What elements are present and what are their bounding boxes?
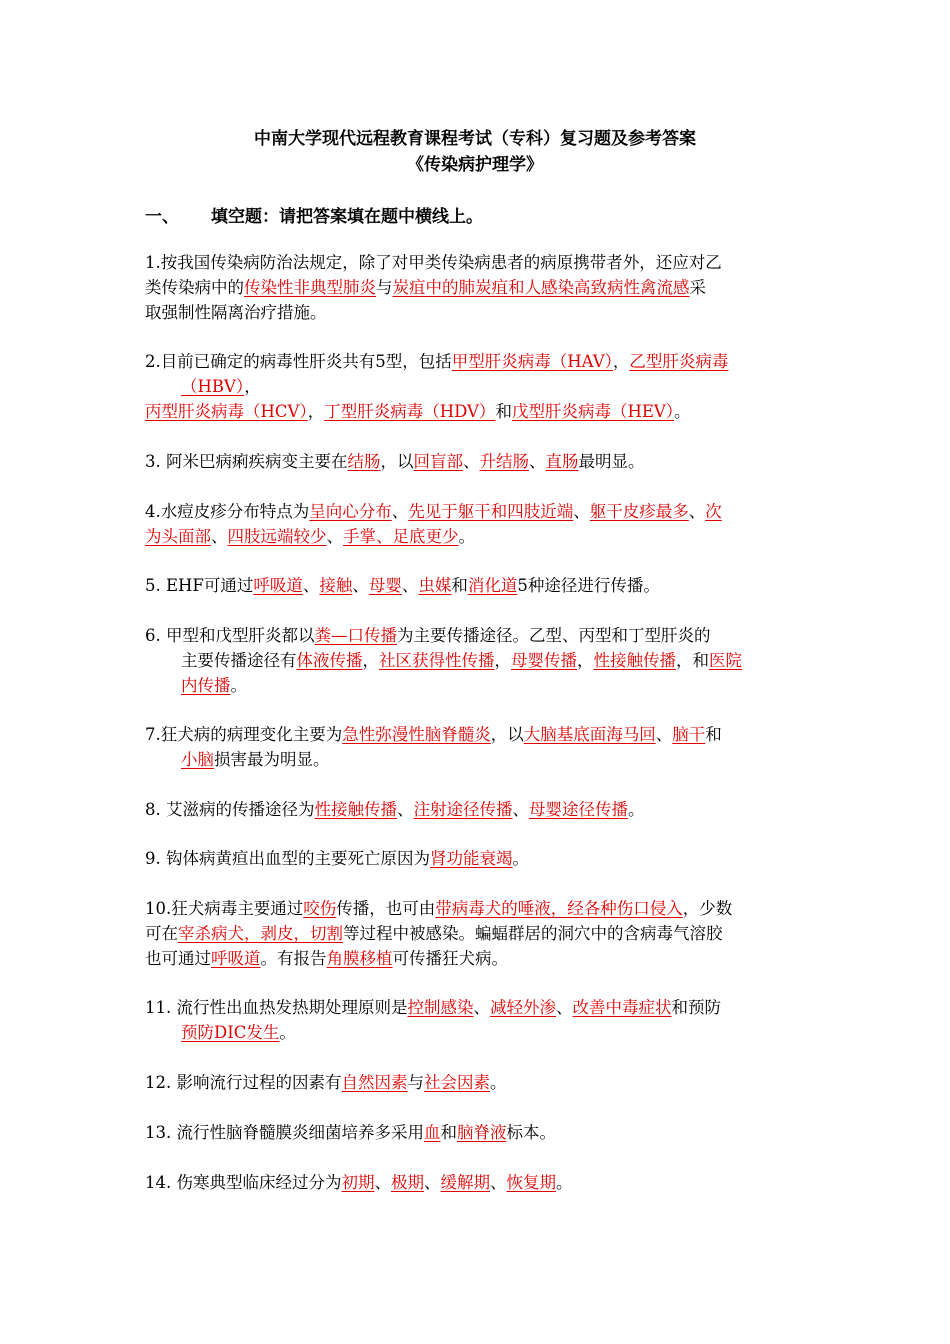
answer-text: 四肢远端较少	[227, 527, 327, 546]
question-line	[145, 300, 810, 325]
question-text: 采	[689, 278, 706, 297]
answer-text: 结肠	[347, 452, 381, 471]
answer-text: 改善中毒症状	[572, 998, 672, 1017]
answer-text: 回盲部	[413, 452, 463, 471]
question-text: ，少数	[682, 899, 733, 918]
question-text: 。有报告	[260, 949, 327, 968]
answer-text: 宰杀病犬，剥皮，切割	[178, 924, 343, 943]
question-text: 、	[655, 725, 673, 744]
question-line	[145, 1020, 810, 1045]
question-text: 、	[556, 998, 573, 1017]
question-item	[145, 349, 810, 424]
question-text: 13. 流行性脑脊髓膜炎细菌培养多采用	[145, 1123, 424, 1142]
answer-text: （HBV）	[181, 377, 245, 396]
answer-text: 自然因素	[341, 1073, 408, 1092]
question-line	[145, 250, 810, 275]
question-text: 、	[374, 1173, 391, 1192]
question-line	[145, 648, 810, 673]
answer-text: 丙型肝炎病毒（HCV）	[145, 402, 308, 421]
question-text: 可在	[145, 924, 178, 943]
answer-text: 呼吸道	[253, 576, 303, 595]
section-number: 一、	[145, 207, 179, 227]
question-text: 、	[529, 452, 546, 471]
answer-text: 大脑基底面海马回	[523, 725, 656, 744]
question-text: 6. 甲型和戊型肝炎都以	[145, 626, 315, 645]
question-item	[145, 846, 810, 871]
question-item	[145, 573, 810, 598]
question-text: 1.按我国传染病防治法规定，除了对甲类传染病患者的病原携带者外，还应对乙	[145, 253, 722, 272]
answer-text: 母婴	[368, 576, 402, 595]
question-line	[145, 499, 810, 524]
question-line	[145, 995, 810, 1020]
answer-text: 母婴途径传播	[529, 800, 628, 819]
question-text: 。	[512, 849, 529, 868]
question-item	[145, 1070, 810, 1095]
question-text: 8. 艾滋病的传播途径为	[145, 800, 315, 819]
question-text: 、	[352, 576, 369, 595]
answer-text: 控制感染	[407, 998, 474, 1017]
question-text: 5. EHF可通过	[145, 576, 254, 595]
answer-text: 性接触传播	[593, 651, 676, 670]
question-item	[145, 449, 810, 474]
section-title: 填空题：请把答案填在题中横线上。	[211, 207, 483, 227]
question-text: 10.狂犬病毒主要通过	[145, 899, 304, 918]
question-line	[145, 449, 810, 474]
question-text: 与	[376, 278, 393, 297]
question-text: 标本。	[506, 1123, 556, 1142]
question-text: ，	[307, 402, 325, 421]
answer-text: 母婴传播	[511, 651, 577, 670]
question-text: 、	[401, 576, 419, 595]
question-line	[145, 349, 810, 374]
question-text: 、	[397, 800, 414, 819]
question-text: 损害最为明显。	[214, 750, 330, 769]
question-text: 、	[573, 502, 590, 521]
question-item	[145, 499, 810, 549]
question-line	[145, 524, 810, 549]
question-text: 等过程中被感染。蝙蝠群居的洞穴中的含病毒气溶胶	[343, 924, 723, 943]
question-text: 传播，也可由	[336, 899, 436, 918]
question-text: ，	[612, 352, 630, 371]
answer-text: 极期	[391, 1173, 424, 1192]
question-text: 、	[688, 502, 706, 521]
answer-text: 呈向心分布	[309, 502, 392, 521]
question-text: 7.狂犬病的病理变化主要为	[145, 725, 343, 744]
answer-text: 次	[705, 502, 722, 521]
answer-text: 急性弥漫性脑脊髓炎	[342, 725, 491, 744]
question-text: 主要传播途径有	[181, 651, 297, 670]
answer-text: 体液传播	[296, 651, 363, 670]
question-text: ，	[577, 651, 594, 670]
question-text: 9. 钩体病黄疸出血型的主要死亡原因为	[145, 849, 430, 868]
question-item	[145, 250, 810, 325]
answer-text: 性接触传播	[314, 800, 397, 819]
question-text: 和	[495, 402, 512, 421]
answer-text: 乙型肝炎病毒	[629, 352, 729, 371]
question-text: 、	[463, 452, 480, 471]
question-text: 、	[326, 527, 343, 546]
question-line	[145, 673, 810, 698]
question-text: 取强制性隔离治疗措施。	[145, 303, 327, 322]
answer-text: 预防DIC发生	[181, 1023, 280, 1042]
document-title: 中南大学现代远程教育课程考试（专科）复习题及参考答案	[254, 129, 696, 149]
answer-text: 粪—口传播	[314, 626, 397, 645]
question-line	[145, 946, 810, 971]
answer-text: 初期	[341, 1173, 375, 1192]
question-item	[145, 797, 810, 822]
question-item	[145, 623, 810, 698]
question-text: 。	[628, 800, 645, 819]
question-item	[145, 896, 810, 971]
section-heading	[145, 202, 483, 227]
question-item	[145, 1120, 810, 1145]
question-text: 2.目前已确定的病毒性肝炎共有5型，包括	[145, 352, 452, 371]
question-text: 、	[211, 527, 228, 546]
question-text: 11. 流行性出血热发热期处理原则是	[145, 998, 408, 1017]
answer-text: 先见于躯干和四肢近端	[408, 502, 574, 521]
question-line	[145, 573, 810, 598]
answer-text: 呼吸道	[211, 949, 261, 968]
answer-text: 恢复期	[506, 1173, 556, 1192]
question-text: 。	[230, 676, 247, 695]
answer-text: 血	[424, 1123, 441, 1142]
question-text: 也可通过	[145, 949, 211, 968]
answer-text: 肾功能衰竭	[430, 849, 513, 868]
question-text: 3. 阿米巴病痢疾病变主要在	[145, 452, 348, 471]
question-text: 和	[451, 576, 468, 595]
question-line	[145, 623, 810, 648]
question-text: ，	[494, 651, 511, 670]
question-text: 。	[458, 527, 475, 546]
question-line	[145, 374, 810, 399]
question-text: ，	[244, 377, 261, 396]
question-text: ，以	[380, 452, 414, 471]
question-text: 、	[391, 502, 409, 521]
question-text: 、	[490, 1173, 507, 1192]
answer-text: 为头面部	[145, 527, 211, 546]
course-title: 《传染病护理学》	[407, 155, 543, 175]
question-item	[145, 995, 810, 1045]
question-text: 与	[407, 1073, 424, 1092]
question-line	[145, 1120, 810, 1145]
answer-text: 注射途径传播	[413, 800, 513, 819]
answer-text: 丁型肝炎病毒（HDV）	[324, 402, 496, 421]
question-text: ，	[362, 651, 379, 670]
question-text: 类传染病中的	[145, 278, 244, 297]
question-text: 为主要传播途径。乙型、丙型和丁型肝炎的	[397, 626, 711, 645]
question-text: 。	[490, 1073, 507, 1092]
question-text: ，和	[676, 651, 709, 670]
question-text: 、	[302, 576, 320, 595]
answer-text: 减轻外渗	[490, 998, 556, 1017]
question-text: 4.水痘皮疹分布特点为	[145, 502, 310, 521]
answer-text: 带病毒犬的唾液，经各种伤口侵入	[435, 899, 683, 918]
question-text: 、	[473, 998, 490, 1017]
question-text: 、	[424, 1173, 441, 1192]
question-item	[145, 722, 810, 772]
question-text: 12. 影响流行过程的因素有	[145, 1073, 342, 1092]
answer-text: 直肠	[545, 452, 579, 471]
question-text: ，以	[490, 725, 524, 744]
answer-text: 传染性非典型肺炎	[244, 278, 376, 297]
answer-text: 小脑	[181, 750, 214, 769]
answer-text: 躯干皮疹最多	[589, 502, 689, 521]
question-item	[145, 1170, 810, 1195]
question-line	[145, 747, 810, 772]
answer-text: 咬伤	[303, 899, 337, 918]
answer-text: 社会因素	[424, 1073, 490, 1092]
answer-text: 戊型肝炎病毒（HEV）	[511, 402, 675, 421]
answer-text: 医院	[709, 651, 742, 670]
question-text: 和	[705, 725, 722, 744]
answer-text: 社区获得性传播	[379, 651, 495, 670]
question-line	[145, 399, 810, 424]
question-line	[145, 896, 810, 921]
answer-text: 炭疽中的肺炭疽和人感染高致病性禽流感	[392, 278, 690, 297]
question-line	[145, 1070, 810, 1095]
question-text: 可传播狂犬病。	[392, 949, 508, 968]
question-line	[145, 275, 810, 300]
question-text: 14. 伤寒典型临床经过分为	[145, 1173, 342, 1192]
question-line	[145, 921, 810, 946]
question-text: 和	[440, 1123, 457, 1142]
question-text: 。	[556, 1173, 573, 1192]
answer-text: 手掌、足底更少	[343, 527, 459, 546]
answer-text: 脑干	[672, 725, 706, 744]
question-line	[145, 797, 810, 822]
question-text: 和预防	[671, 998, 721, 1017]
answer-text: 升结肠	[479, 452, 529, 471]
answer-text: 甲型肝炎病毒（HAV）	[451, 352, 613, 371]
answer-text: 缓解期	[440, 1173, 490, 1192]
question-text: 最明显。	[578, 452, 645, 471]
question-text: 5种途径进行传播。	[517, 576, 660, 595]
question-line	[145, 1170, 810, 1195]
question-text: 。	[279, 1023, 296, 1042]
answer-text: 消化道	[467, 576, 518, 595]
question-text: 。	[674, 402, 691, 421]
answer-text: 角膜移植	[326, 949, 393, 968]
question-text: 、	[512, 800, 529, 819]
answer-text: 内传播	[181, 676, 231, 695]
answer-text: 接触	[319, 576, 353, 595]
question-line	[145, 722, 810, 747]
answer-text: 脑脊液	[457, 1123, 507, 1142]
question-line	[145, 846, 810, 871]
answer-text: 虫媒	[418, 576, 452, 595]
